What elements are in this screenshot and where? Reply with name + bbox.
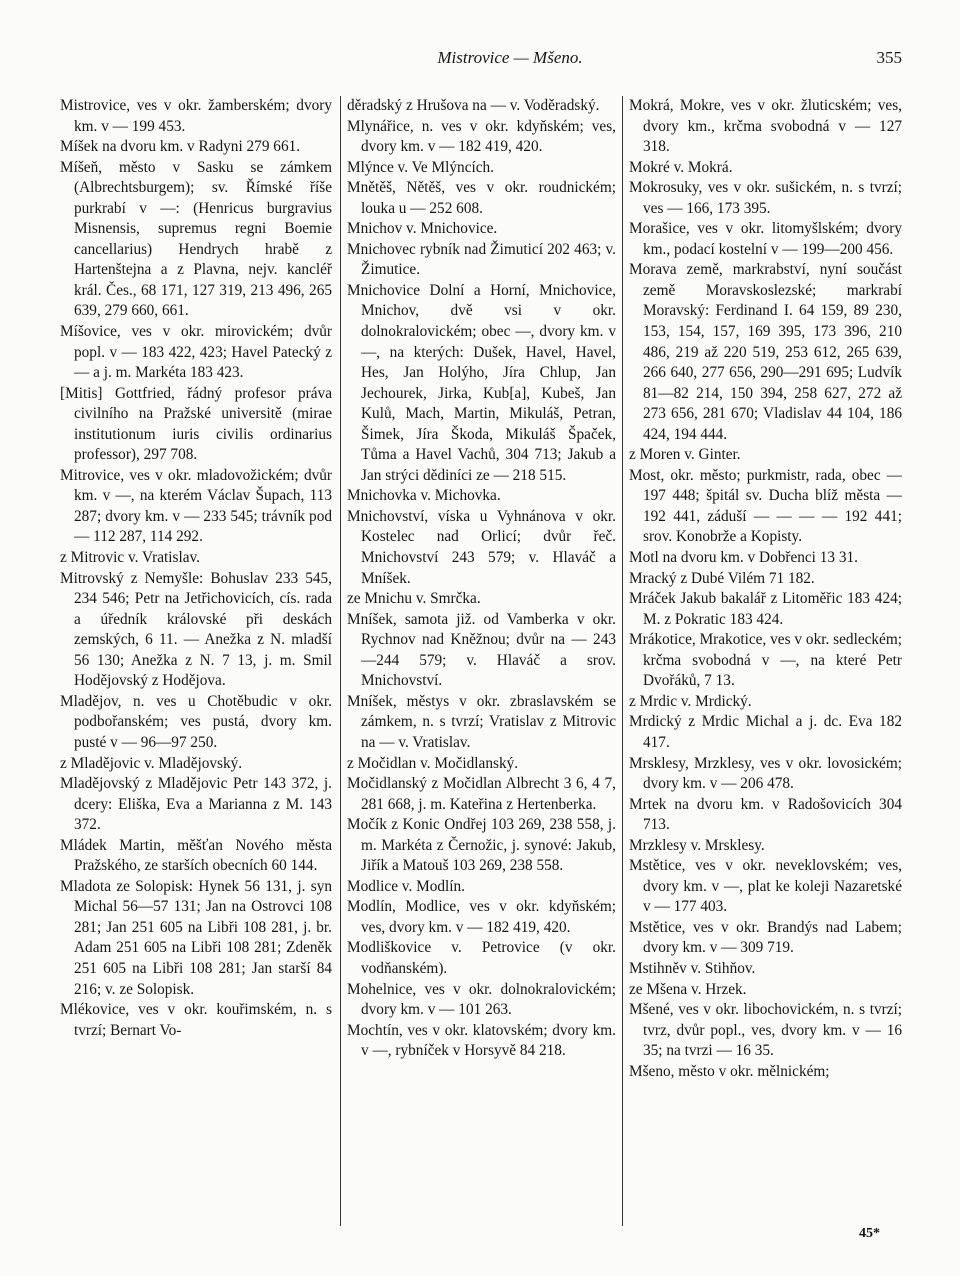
index-entry: Mnichov v. Mnichovice. xyxy=(347,220,498,238)
index-entry: Mlékovice, ves v okr. kouřimském, n. s tvrzí; Bernart Vo- xyxy=(60,1001,332,1039)
index-entry: Mládek Martin, měšťan Nového města Pražského, ze starších obecních 60 144. xyxy=(60,836,332,875)
index-entry: Míšek na dvoru km. v Radyni 279 661. xyxy=(60,138,301,156)
index-entry: z Mitrovic v. Vratislav. xyxy=(60,549,200,567)
index-entry: Mochtín, ves v okr. klatovském; dvory km. v —, rybníček v Horsyvě 84 218. xyxy=(347,1021,616,1060)
index-entry: Mlýnce v. Ve Mlýncích. xyxy=(347,158,494,176)
index-entry: Mitrovský z Nemyšle: Bohuslav 233 545, 234 546; Petr na Jetřichovicích, cís. rada a úředník královské při deskách zemských, 6 11. — Anežka z N. mladší 56 130; Anežka z N. 7 13, j. m. Smil Hodějovský z Hodějova. xyxy=(60,569,332,690)
index-entry: Mníšek, samota již. od Vamberka v okr. Rychnov nad Kněžnou; dvůr na — 243—244 579; v. Hlaváč a srov. Mnichovství. xyxy=(347,610,616,690)
index-entry: Mokré v. Mokrá. xyxy=(629,158,733,176)
index-entry: Motl na dvoru km. v Dobřenci 13 31. xyxy=(629,549,858,567)
index-entry: Modlín, Modlice, ves v okr. kdyňském; ves, dvory km. v — 182 419, 420. xyxy=(347,898,616,936)
page-number: 355 xyxy=(876,48,902,67)
index-entry: Mokrá, Mokre, ves v okr. žluticském; ves, dvory km., krčma svobodná v — 127 318. xyxy=(629,97,902,156)
index-entry: Mlynářice, n. ves v okr. kdyňském; ves, dvory km. v — 182 419, 420. xyxy=(347,117,616,156)
index-entry: Močík z Konic Ondřej 103 269, 238 558, j. m. Markéta z Černožic, j. synové: Jakub, Jiřík a Matouš 103 269, 238 558. xyxy=(347,816,616,875)
index-entry: Mrákotice, Mrakotice, ves v okr. sedleckém; krčma svobodná v —, na které Petr Dvořáků, 7 13. xyxy=(629,631,902,690)
index-entry: ze Mšena v. Hrzek. xyxy=(629,980,747,998)
index-entry: Mrdický z Mrdic Michal a j. dc. Eva 182 417. xyxy=(629,713,902,751)
index-entry: Mstětice, ves v okr. Brandýs nad Labem; dvory km. v — 309 719. xyxy=(629,918,902,957)
index-entry: děradský z Hrušova na — v. Voděradský. xyxy=(347,97,600,114)
index-entry: Mníšek, městys v okr. zbraslavském se zámkem, n. s tvrzí; Vratislav z Mitrovic na — v. Vratislav. xyxy=(347,692,616,751)
index-entry: Morašice, ves v okr. litomyšlském; dvory km., podací kostelní v — 199—200 456. xyxy=(629,220,902,258)
index-entry: Mnichovství, víska u Vyhnánova v okr. Kostelec nad Orlicí; dvůr řeč. Mnichovství 243 579; v. Hlaváč a Mníšek. xyxy=(347,507,616,587)
index-entry: Mšeno, město v okr. mělnickém; xyxy=(629,1062,830,1080)
index-entry: Mladota ze Solopisk: Hynek 56 131, j. syn Michal 56—57 131; Jan na Ostrovci 108 281; Jan 251 605 na Libři 108 281, j. br. Adam 251 605 na Libři 108 281; Zdeněk 251 605 na Libři 108 281; Jan starší 84 216; v. ze Solopisk. xyxy=(60,877,332,998)
index-entry: Mráček Jakub bakalář z Litoměřic 183 424; M. z Pokratic 183 424. xyxy=(629,590,902,628)
index-entry: z Mladějovic v. Mladějovský. xyxy=(60,754,243,772)
index-entry: Močidlanský z Močidlan Albrecht 3 6, 4 7, 281 668, j. m. Kateřina z Hertenberka. xyxy=(347,775,616,813)
index-column-1 xyxy=(60,96,340,1226)
index-entry: z Močidlan v. Močidlanský. xyxy=(347,754,519,772)
index-entry: Mnichovec rybník nad Žimuticí 202 463; v. Žimutice. xyxy=(347,240,616,279)
index-entry: Mrzklesy v. Mrsklesy. xyxy=(629,836,765,854)
index-column-2 xyxy=(340,96,622,1226)
index-entry: Mrtek na dvoru km. v Radošovicích 304 713. xyxy=(629,795,902,834)
index-entry: Mnichovka v. Michovka. xyxy=(347,487,501,505)
index-entry: Mladějov, n. ves u Chotěbudic v okr. podbořanském; ves pustá, dvory km. pusté v — 96—97 250. xyxy=(60,692,332,751)
index-entry: z Moren v. Ginter. xyxy=(629,446,741,464)
index-entry: Mohelnice, ves v okr. dolnokralovickém; dvory km. v — 101 263. xyxy=(347,980,616,1019)
index-entry: ze Mnichu v. Smrčka. xyxy=(347,590,481,608)
index-entry: Mokrosuky, ves v okr. sušickém, n. s tvrzí; ves — 166, 173 395. xyxy=(629,179,902,217)
index-entry: Morava země, markrabství, nyní součást země Moravskoslezské; markrabí Moravský: Ferdinand I. 64 159, 89 230, 153, 154, 157, 169 395, 173 396, 210 486, 219 až 220 519, 253 612, 265 639, 266 640, 277 656, 290—291 695; Ludvík 81—82 214, 150 394, 258 627, 272 až 273 656, 281 670; Vladislav 44 104, 186 424, 194 444. xyxy=(629,261,902,443)
index-entry: Mnichovice Dolní a Horní, Mnichovice, Mnichov, dvě vsi v okr. dolnokralovickém; obec —, dvory km. v —, na kterých: Dušek, Havel, Havel, Hes, Jan Holýho, Jíra Chlup, Jan Jechourek, Jirka, Kub[a], Kubeš, Jan Kulů, Mach, Martin, Mikuláš, Petran, Šimek, Jíra Škoda, Mikuláš Špaček, Tůma a Havel Vachů, 304 713; Jakub a Jan strýci dědiníci ze — 218 515. xyxy=(347,281,616,484)
index-entry: Mstětice, ves v okr. neveklovském; ves, dvory km. v —, plat ke koleji Nazaretské v — 177 403. xyxy=(629,857,902,916)
index-entry: Mladějovský z Mladějovic Petr 143 372, j. dcery: Eliška, Eva a Marianna z M. 143 372. xyxy=(60,775,332,834)
index-entry: Mistrovice, ves v okr. žamberském; dvory km. v — 199 453. xyxy=(60,97,332,135)
page-header xyxy=(0,48,960,78)
index-entry: [Mitis] Gottfried, řádný profesor práva civilního na Pražské universitě (mirae institutionum iuris civilis ordinarius professor), 297 708. xyxy=(60,384,332,464)
running-title: Mistrovice — Mšeno. xyxy=(437,48,583,67)
index-entry: Most, okr. město; purkmistr, rada, obec — 197 448; špitál sv. Ducha blíž města — 192 441, záduší — — — — 192 441; srov. Konobrže a Kopisty. xyxy=(629,466,902,546)
index-entry: Mracký z Dubé Vilém 71 182. xyxy=(629,569,815,587)
index-entry: Míšovice, ves v okr. mirovickém; dvůr popl. v — 183 422, 423; Havel Patecký z — a j. m. Markéta 183 423. xyxy=(60,323,332,382)
index-columns xyxy=(60,96,902,1226)
index-column-3 xyxy=(622,96,902,1226)
index-entry: Mstihněv v. Stihňov. xyxy=(629,959,756,977)
index-entry: Modliškovice v. Petrovice (v okr. vodňanském). xyxy=(347,939,616,977)
index-entry: Mitrovice, ves v okr. mladovožickém; dvůr km. v —, na kterém Václav Šupach, 113 287; dvory km. v — 233 545; trávník pod — 112 287, 114 292. xyxy=(60,466,332,546)
index-entry: Míšeň, město v Sasku se zámkem (Albrechtsburgem); sv. Římské říše purkrabí v —: (Henricus burgravius Misnensis, supremus regni Boemie cancellarius) Hendrych hrabě z Hartenštejna a z Plavna, nejv. kancléř král. Čes., 68 171, 127 319, 213 496, 265 639, 279 660, 661. xyxy=(60,158,332,320)
signature-mark: 45* xyxy=(859,1226,880,1241)
index-entry: Mnětěš, Nětěš, ves v okr. roudnickém; louka u — 252 608. xyxy=(347,179,616,217)
index-entry: z Mrdic v. Mrdický. xyxy=(629,692,752,710)
index-entry: Modlice v. Modlín. xyxy=(347,877,465,895)
index-entry: Mšené, ves v okr. libochovickém, n. s tvrzí; tvrz, dvůr popl., ves, dvory km. v — 16 35; na tvrzi — 16 35. xyxy=(629,1001,902,1060)
index-entry: Mrsklesy, Mrzklesy, ves v okr. lovosickém; dvory km. v — 206 478. xyxy=(629,754,902,793)
